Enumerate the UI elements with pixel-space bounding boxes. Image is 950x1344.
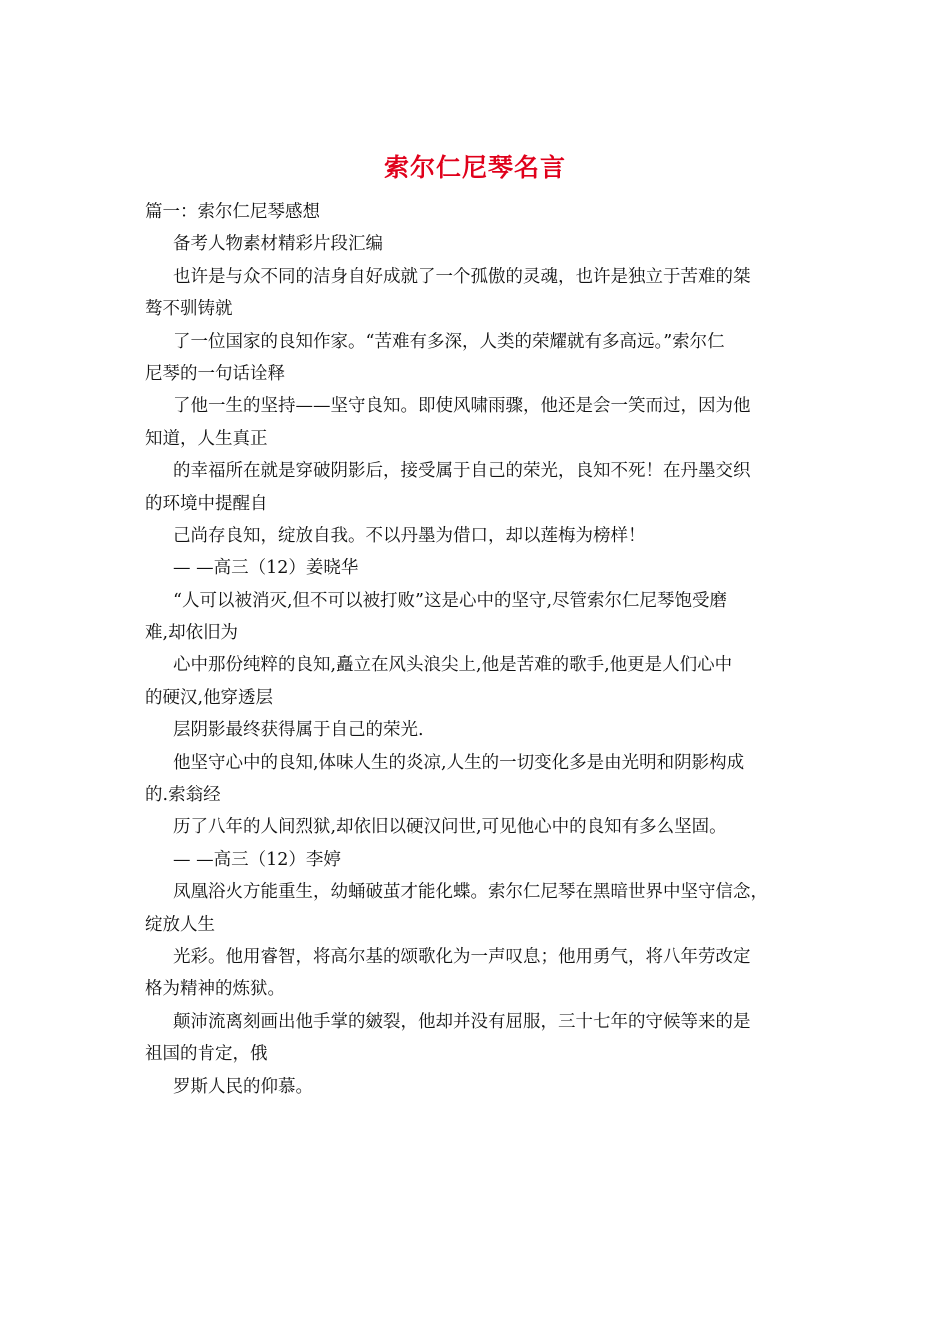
text-line: 的.索翁经 [145,785,221,806]
text-line: 知道，人生真正 [145,428,268,449]
text-line: — —高三（12）姜晓华 [173,558,359,579]
text-line: 心中那份纯粹的良知,矗立在风头浪尖上,他是苦难的歌手,他更是人们心中 [173,655,733,676]
text-line: “人可以被消灭,但不可以被打败”这是心中的坚守,尽管索尔仁尼琴饱受磨 [173,590,728,611]
text-line: 骜不驯铸就 [145,299,233,320]
text-line: 祖国的肯定，俄 [145,1044,268,1065]
text-line: 历了八年的人间烈狱,却依旧以硬汉问世,可见他心中的良知有多么坚固。 [173,817,727,838]
document-body [145,196,815,1103]
text-line: 难,却依旧为 [145,623,239,644]
text-line: 格为精神的炼狱。 [145,979,285,1000]
text-line: 的环境中提醒自 [145,493,268,514]
text-line: 他坚守心中的良知,体味人生的炎凉,人生的一切变化多是由光明和阴影构成 [173,752,745,773]
text-line: 凤凰浴火方能重生，幼蛹破茧才能化蝶。索尔仁尼琴在黑暗世界中坚守信念， [173,882,768,903]
text-line: 篇一：索尔仁尼琴感想 [145,202,320,222]
text-line: 颠沛流离刻画出他手掌的皴裂，他却并没有屈服，三十七年的守候等来的是 [173,1011,751,1032]
text-line: 备考人物素材精彩片段汇编 [173,234,383,255]
document-title: 索尔仁尼琴名言 [383,153,566,182]
text-line: 己尚存良知，绽放自我。不以丹墨为借口，却以莲梅为榜样！ [173,525,646,546]
text-line: 尼琴的一句话诠释 [145,363,285,384]
text-line: 了他一生的坚持——坚守良知。即使风啸雨骤，他还是会一笑而过，因为他 [173,396,751,417]
text-line: 的幸福所在就是穿破阴影后，接受属于自己的荣光，良知不死！在丹墨交织 [173,461,751,482]
text-line: 层阴影最终获得属于自己的荣光. [173,720,424,741]
text-line: 罗斯人民的仰慕。 [173,1076,313,1097]
text-line: 了一位国家的良知作家。“苦难有多深，人类的荣耀就有多高远。”索尔仁 [173,331,725,352]
text-line: — —高三（12）李婷 [173,849,341,870]
text-line: 光彩。他用睿智，将高尔基的颂歌化为一声叹息；他用勇气，将八年劳改定 [173,946,751,967]
text-line: 绽放人生 [145,914,215,935]
text-line: 也许是与众不同的洁身自好成就了一个孤傲的灵魂，也许是独立于苦难的桀 [173,266,751,287]
text-line: 的硬汉,他穿透层 [145,687,274,708]
